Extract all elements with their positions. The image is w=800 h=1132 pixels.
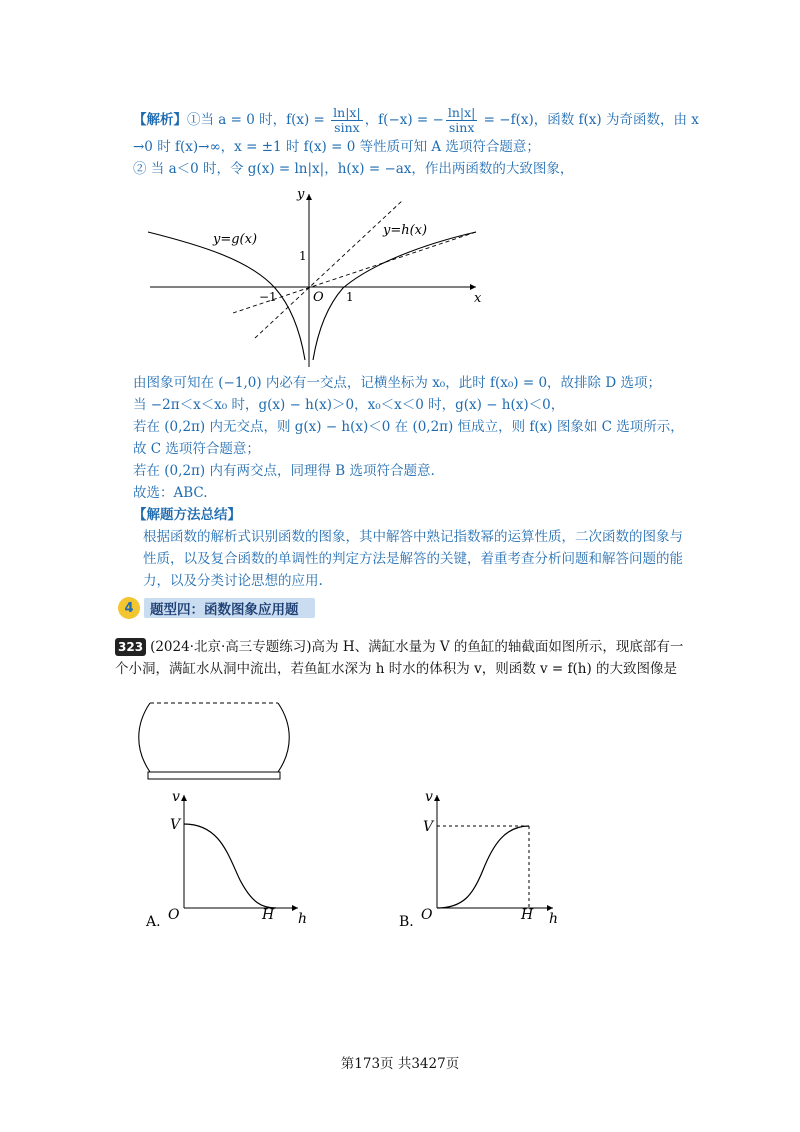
summary-heading: 【解题方法总结】 xyxy=(133,507,241,523)
tank-base xyxy=(148,772,280,779)
option-b-H-label: H xyxy=(521,907,534,923)
section-banner xyxy=(118,596,315,620)
function-graph xyxy=(0,180,800,370)
fish-tank-figure xyxy=(0,695,800,785)
solution-line-2: →0 时 f(x)→∞，x = ±1 时 f(x) = 0 等性质可知 A 选项符合题意； xyxy=(133,139,540,155)
origin-label: O xyxy=(313,290,324,305)
solution-line-5: 当 −2π＜x＜x₀ 时，g(x) − h(x)＞0，x₀＜x＜0 时，g(x) − h(x)＜0， xyxy=(133,397,565,413)
solution-line-8: 若在 (0,2π) 内有两交点，同理得 B 选项符合题意. xyxy=(133,463,435,479)
option-b-graph xyxy=(393,785,613,935)
option-a-curve xyxy=(184,824,276,908)
solution-line-4: 由图象可知在 (−1,0) 内必有一交点，记横坐标为 x₀，此时 f(x₀) = 0，故排除 D 选项； xyxy=(133,375,661,391)
option-a-O-label: O xyxy=(168,907,180,923)
solution-line-7: 故 C 选项符合题意； xyxy=(133,441,260,457)
option-b-curve xyxy=(437,826,529,908)
section-title: 题型四：函数图象应用题 xyxy=(144,598,315,618)
tick-minus1: −1 xyxy=(259,290,277,304)
option-a-h-label: h xyxy=(298,911,308,927)
g-curve-right xyxy=(313,232,476,360)
solution-line-1: 【解析】①当 a = 0 时，f(x) = $\frac{\ln|x|}{\sin x}$ ，f(−x) = − $\frac{\ln|x|}{\sin x}$ = −f(x)，函数 f(x) 为奇函数，由 x xyxy=(133,105,699,135)
fraction-2: $\frac{\ln|x|}{\sin x}$ xyxy=(447,105,476,135)
summary-body: 根据函数的解析式识别函数的图象，其中解答中熟记指数幂的运算性质，二次函数的图象与性质，以及复合函数的单调性的判定方法是解答的关键，着重考查分析问题和解答问题的能力，以及分类讨论思想的应用. xyxy=(143,529,683,589)
tick-1-x: 1 xyxy=(346,290,354,304)
h-line-steep xyxy=(255,200,403,338)
option-b-h-label: h xyxy=(549,911,559,927)
solution-line-9: 故选：ABC. xyxy=(133,485,208,501)
option-a-label: A. xyxy=(146,914,161,930)
option-b-v-label: v xyxy=(425,789,433,805)
problem-text: 323 (2024·北京·高三专题练习)高为 H、满缸水量为 V 的鱼缸的轴截面如图所示，现底部有一个小洞，满缸水从洞中流出，若鱼缸水深为 h 时水的体积为 v，则函数 v = f(h) 的大致图像是 xyxy=(115,639,684,677)
graph-y-label: y xyxy=(297,187,305,202)
section-number-badge: 4 xyxy=(118,597,140,619)
option-b-label: B. xyxy=(399,914,414,930)
option-b-V-label: V xyxy=(423,819,434,835)
g-label: y=g(x) xyxy=(213,232,258,247)
solution-tag: 【解析】 xyxy=(133,112,187,128)
problem-number: 323 xyxy=(115,638,146,656)
graph-x-label: x xyxy=(474,291,482,306)
option-b-O-label: O xyxy=(421,907,433,923)
option-a-H-label: H xyxy=(262,907,275,923)
h-label: y=h(x) xyxy=(383,223,428,238)
option-a-v-label: v xyxy=(172,789,180,805)
tick-1-y: 1 xyxy=(299,249,307,263)
option-a-graph xyxy=(140,785,360,935)
option-a-V-label: V xyxy=(170,817,181,833)
g-curve-left xyxy=(148,232,305,360)
page-footer: 第173页 共3427页 xyxy=(340,1056,460,1072)
solution-line-3: ② 当 a＜0 时，令 g(x) = ln|x|，h(x) = −ax，作出两函数的大致图象， xyxy=(133,161,574,177)
fraction-1: $\frac{\ln|x|}{\sin x}$ xyxy=(333,105,361,135)
solution-line-6: 若在 (0,2π) 内无交点，则 g(x) − h(x)＜0 在 (0,2π) 恒成立，则 f(x) 图象如 C 选项所示， xyxy=(133,419,684,435)
tank-left-wall xyxy=(139,703,150,772)
tank-right-wall xyxy=(278,703,289,772)
